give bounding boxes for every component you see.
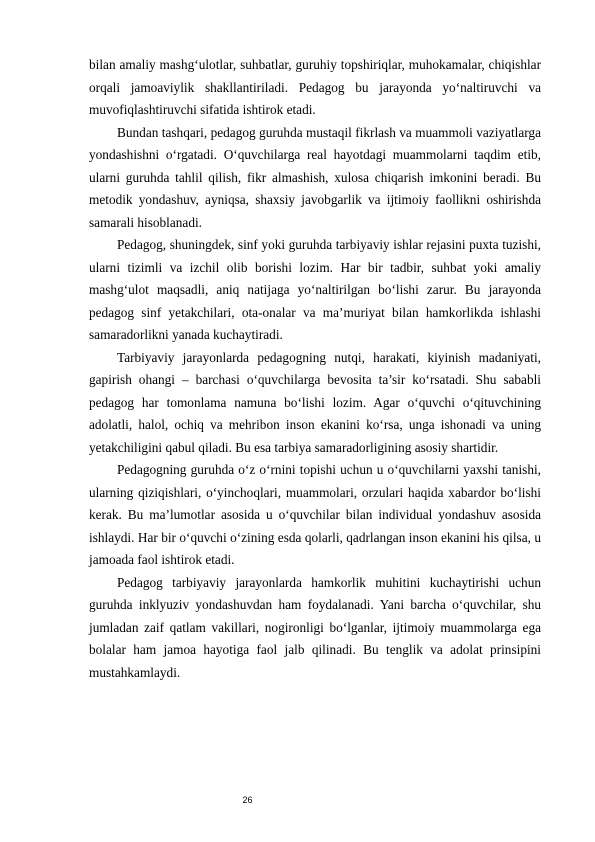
page-number: 26 <box>242 795 253 805</box>
paragraph: Pedagogning guruhda o‘z o‘rnini topishi uchun u o‘quvchilarni yaxshi tanishi, ularning qiziqishlari, o‘yinchoqlari, muammolari, orzulari haqida xabardor bo‘lishi kerak. Bu ma’lumotlar asosida u o‘quvchilar bilan individual yondashuv asosida ishlaydi. Har bir o‘quvchi o‘zining esda qolarli, qadrlangan inson ekanini his qilsa, u jamoada faol ishtirok etadi. <box>89 462 541 567</box>
body-text <box>89 54 541 684</box>
paragraph: Pedagog tarbiyaviy jarayonlarda hamkorlik muhitini kuchaytirishi uchun guruhda inklyuziv yondashuvdan ham foydalanadi. Yani barcha o‘quvchilar, shu jumladan zaif qatlam vakillari, nogironligi bo‘lganlar, ijtimoiy muammolarga ega bolalar ham jamoa hayotiga faol jalb qilinadi. Bu tenglik va adolat prinsipini mustahkamlaydi. <box>89 574 541 680</box>
paragraph: Tarbiyaviy jarayonlarda pedagogning nutqi, harakati, kiyinish madaniyati, gapirish ohangi – barchasi o‘quvchilarga bevosita ta’sir ko‘rsatadi. Shu sababli pedagog har tomonlama namuna bo‘lishi lozim. Agar o‘quvchi o‘qituvchining adolatli, halol, ochiq va mehribon inson ekanini ko‘rsa, unga ishonadi va uning yetakchiligini qabul qiladi. Bu esa tarbiya samaradorligining asosiy shartidir. <box>89 349 541 455</box>
paragraph: Bundan tashqari, pedagog guruhda mustaqil fikrlash va muammoli vaziyatlarga yondashishni o‘rgatadi. O‘quvchilarga real hayotdagi muammolarni taqdim etib, ularni guruhda tahlil qilish, fikr almashish, xulosa chiqarish imkonini beradi. Bu metodik yondashuv, ayniqsa, shaxsiy javobgarlik va ijtimoiy faollikni oshirishda samarali hisoblanadi. <box>89 124 541 230</box>
paragraph: Pedagog, shuningdek, sinf yoki guruhda tarbiyaviy ishlar rejasini puxta tuzishi, ularni tizimli va izchil olib borishi lozim. Har bir tadbir, suhbat yoki amaliy mashg‘ulot maqsadli, aniq natijaga yo‘naltirilgan bo‘lishi zarur. Bu jarayonda pedagog sinf yetakchilari, ota-onalar va ma’muriyat bilan hamkorlikda ishlashi samaradorlikni yanada kuchaytiradi. <box>89 237 541 342</box>
paragraph-continued: bilan amaliy mashg‘ulotlar, suhbatlar, guruhiy topshiriqlar, muhokamalar, chiqishlar orqali jamoaviylik shakllantiriladi. Pedagog bu jarayonda yo‘naltiruvchi va muvofiqlashtiruvchi sifatida ishtirok etadi. <box>89 57 541 117</box>
